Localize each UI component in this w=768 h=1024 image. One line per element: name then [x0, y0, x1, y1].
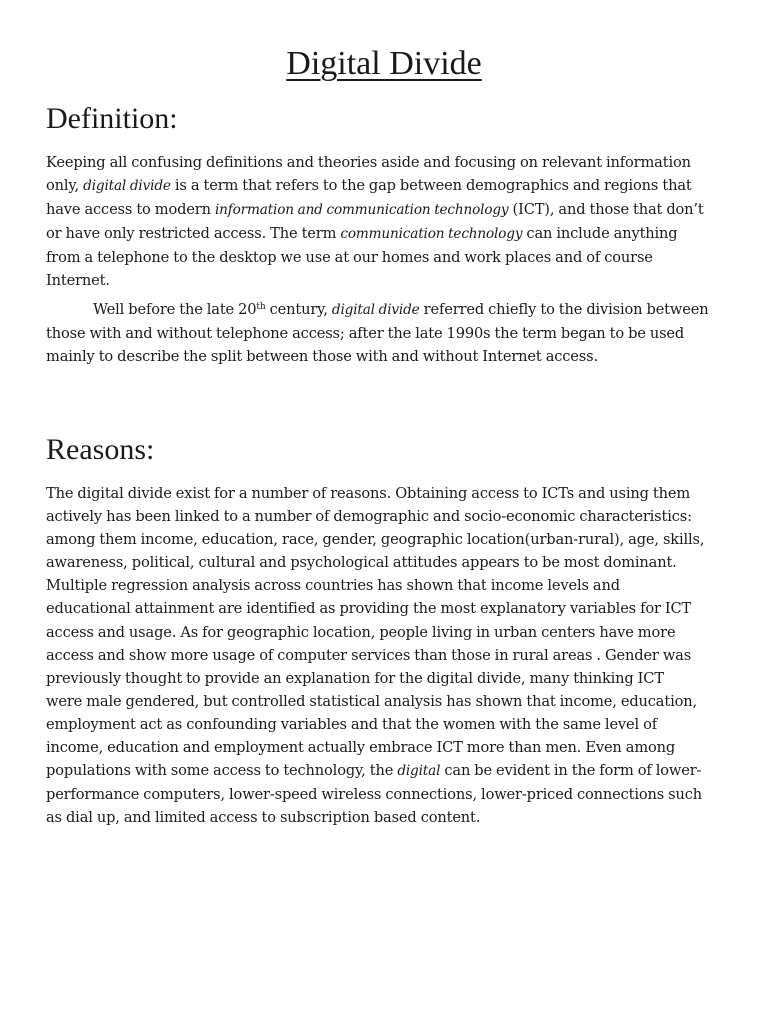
text-line: performance computers, lower-speed wireless connections, lower-priced connections such: [46, 786, 703, 804]
text-run: can include anything: [522, 225, 678, 243]
text-run: populations with some access to technology, the: [46, 762, 398, 780]
text-line: [46, 222, 730, 246]
emphasis-term: information and communication technology: [214, 202, 509, 219]
text-line: mainly to describe the split between those with and without Internet access.: [46, 348, 598, 366]
text-run: or have only restricted access. The term: [46, 225, 341, 243]
text-run: only,: [46, 177, 84, 195]
emphasis-term: digital divide: [83, 178, 171, 195]
text-line: from a telephone to the desktop we use at our homes and work places and of course: [46, 249, 653, 267]
text-line: previously thought to provide an explanation for the digital divide, many thinking ICT: [46, 669, 664, 687]
text-line: awareness, political, cultural and psychological attitudes appears to be most dominant.: [46, 554, 677, 572]
text-run: (ICT), and those that don’t: [508, 201, 704, 219]
text-line: [46, 298, 730, 322]
text-run: can be evident in the form of lower-: [440, 762, 702, 780]
document-title: Digital Divide: [286, 45, 482, 82]
text-run: is a term that refers to the gap between demographics and regions that: [170, 177, 692, 195]
reasons-paragraph: [46, 482, 730, 829]
text-line: actively has been linked to a number of demographic and socio-economic characteristics:: [46, 508, 692, 526]
text-line: were male gendered, but controlled statistical analysis has shown that income, education,: [46, 692, 697, 710]
text-line: educational attainment are identified as providing the most explanatory variables for ICT: [46, 600, 692, 618]
text-run: have access to modern: [46, 201, 215, 219]
text-line: employment act as confounding variables and that the women with the same level of: [46, 715, 658, 733]
text-line: access and usage. As for geographic location, people living in urban centers have more: [46, 623, 676, 641]
text-line: access and show more usage of computer services than those in rural areas . Gender was: [46, 646, 692, 664]
text-line: Multiple regression analysis across countries has shown that income levels and: [46, 577, 620, 595]
definition-paragraph-1: [46, 151, 730, 293]
text-line: income, education and employment actually embrace ICT more than men. Even among: [46, 739, 676, 757]
text-line: Internet.: [46, 272, 110, 290]
superscript: th: [256, 302, 266, 312]
emphasis-term: digital divide: [331, 302, 420, 318]
definition-paragraph-2: [46, 298, 730, 368]
reasons-heading: Reasons:: [46, 433, 155, 466]
text-run: referred chiefly to the division between: [419, 301, 709, 318]
text-line: [46, 198, 730, 222]
text-line: The digital divide exist for a number of reasons. Obtaining access to ICTs and using them: [46, 485, 691, 502]
definition-heading: Definition:: [46, 102, 178, 135]
text-line: as dial up, and limited access to subscription based content.: [46, 809, 481, 827]
text-run: century,: [265, 301, 332, 318]
emphasis-term: communication technology: [340, 226, 523, 243]
text-line: Keeping all confusing definitions and theories aside and focusing on relevant information: [46, 154, 691, 171]
text-run: Well before the late 20: [93, 301, 257, 318]
emphasis-term: digital: [397, 763, 441, 780]
text-line: [46, 174, 730, 198]
text-line: [46, 759, 730, 783]
text-line: among them income, education, race, gender, geographic location(urban-rural), age, skills,: [46, 531, 705, 549]
text-line: those with and without telephone access; after the late 1990s the term began to be used: [46, 325, 685, 343]
